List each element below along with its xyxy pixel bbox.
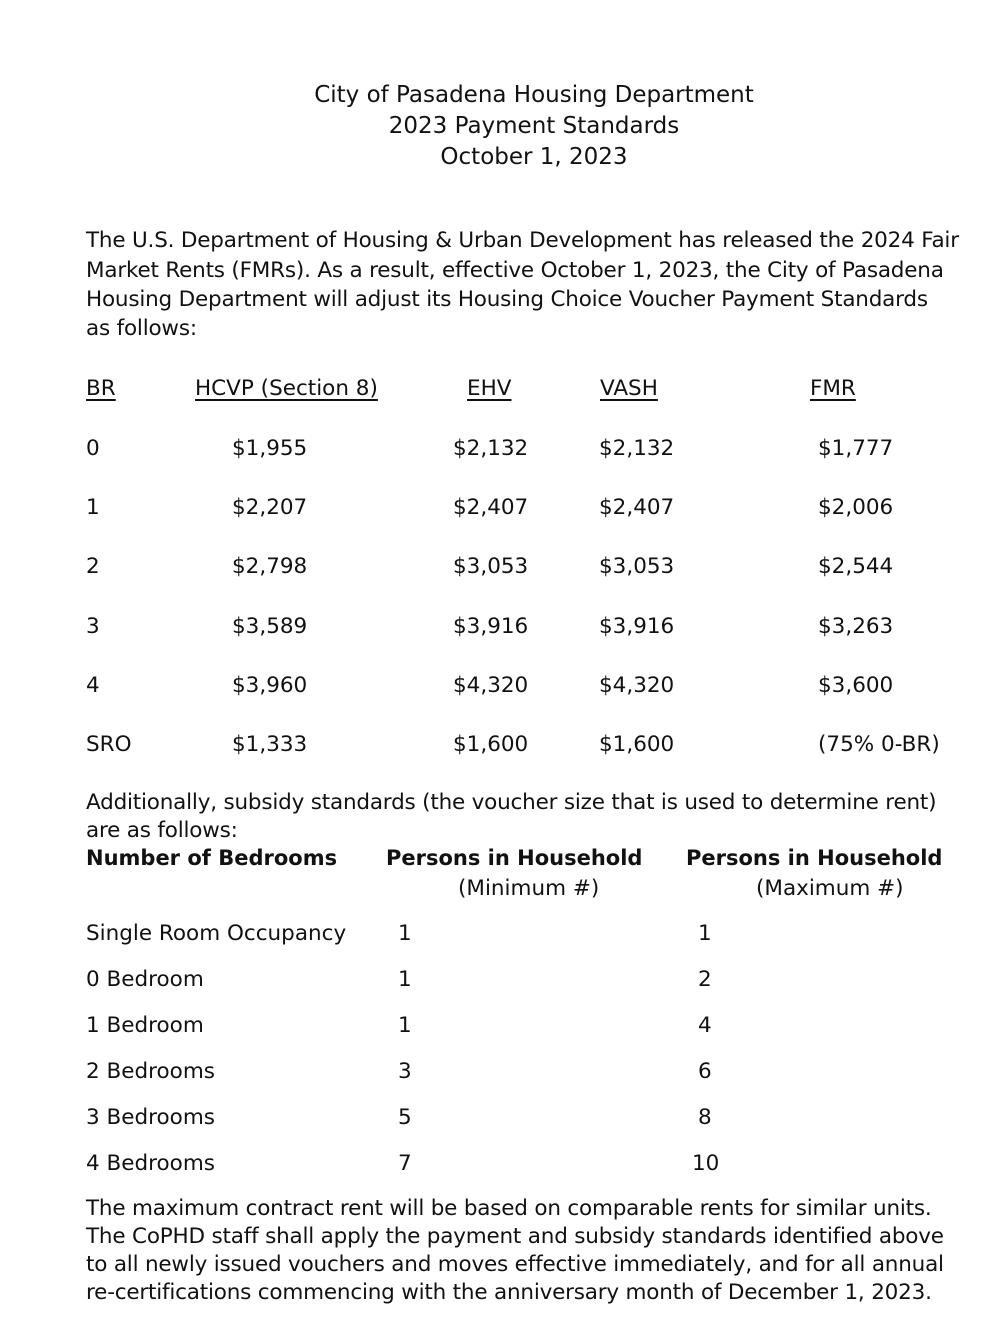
vash-cell: $2,407	[599, 495, 675, 520]
ehv-cell: $2,132	[453, 436, 529, 461]
bedroom-cell: 1 Bedroom	[86, 1013, 204, 1038]
bedroom-cell: 3 Bedrooms	[86, 1105, 215, 1130]
hcvp-cell: $2,798	[232, 554, 308, 579]
closing-line: The maximum contract rent will be based on comparable rents for similar units.	[86, 1196, 932, 1221]
subsidy-col-max: Persons in Household	[686, 846, 943, 870]
subsidy-col-bedrooms: Number of Bedrooms	[86, 846, 338, 870]
bedroom-cell: 4 Bedrooms	[86, 1151, 215, 1176]
closing-line: to all newly issued vouchers and moves effective immediately, and for all annual	[86, 1252, 944, 1277]
max-cell: 4	[698, 1013, 712, 1038]
subsidy-intro-line: Additionally, subsidy standards (the voucher size that is used to determine rent)	[86, 790, 937, 815]
bedroom-cell: 0 Bedroom	[86, 967, 204, 992]
max-cell: 8	[698, 1105, 712, 1130]
fmr-cell: $2,544	[818, 554, 894, 579]
col-header-fmr: FMR	[810, 376, 856, 401]
fmr-cell: $2,006	[818, 495, 894, 520]
closing-line: The CoPHD staff shall apply the payment and subsidy standards identified above	[86, 1224, 944, 1249]
vash-cell: $2,132	[599, 436, 675, 461]
max-cell: 2	[698, 967, 712, 992]
min-cell: 7	[398, 1151, 412, 1176]
br-cell: 1	[86, 495, 100, 520]
intro-line: Housing Department will adjust its Housing Choice Voucher Payment Standards	[86, 287, 928, 312]
vash-cell: $1,600	[599, 732, 675, 757]
vash-cell: $3,916	[599, 614, 675, 639]
br-cell: 3	[86, 614, 100, 639]
col-header-br: BR	[86, 376, 116, 401]
document-subtitle: 2023 Payment Standards	[388, 113, 680, 139]
min-cell: 1	[398, 921, 412, 946]
col-header-vash: VASH	[600, 376, 658, 401]
br-cell: 2	[86, 554, 100, 579]
vash-cell: $4,320	[599, 673, 675, 698]
hcvp-cell: $2,207	[232, 495, 308, 520]
fmr-cell: $3,600	[818, 673, 894, 698]
hcvp-cell: $1,955	[232, 436, 308, 461]
document-date: October 1, 2023	[440, 144, 628, 170]
max-cell: 10	[692, 1151, 720, 1176]
intro-line: The U.S. Department of Housing & Urban Development has released the 2024 Fair	[86, 228, 959, 253]
fmr-cell: (75% 0-BR)	[818, 732, 940, 757]
min-cell: 1	[398, 1013, 412, 1038]
min-cell: 1	[398, 967, 412, 992]
ehv-cell: $1,600	[453, 732, 529, 757]
br-cell: 0	[86, 436, 100, 461]
hcvp-cell: $1,333	[232, 732, 308, 757]
intro-line: as follows:	[86, 316, 197, 341]
ehv-cell: $2,407	[453, 495, 529, 520]
hcvp-cell: $3,589	[232, 614, 308, 639]
subsidy-col-min-sub: (Minimum #)	[458, 876, 600, 901]
min-cell: 3	[398, 1059, 412, 1084]
closing-line: re-certifications commencing with the anniversary month of December 1, 2023.	[86, 1280, 932, 1305]
bedroom-cell: 2 Bedrooms	[86, 1059, 215, 1084]
fmr-cell: $3,263	[818, 614, 894, 639]
subsidy-col-max-sub: (Maximum #)	[756, 876, 904, 901]
document-title: City of Pasadena Housing Department	[314, 82, 754, 108]
vash-cell: $3,053	[599, 554, 675, 579]
subsidy-intro-line: are as follows:	[86, 818, 238, 843]
max-cell: 6	[698, 1059, 712, 1084]
ehv-cell: $3,916	[453, 614, 529, 639]
col-header-ehv: EHV	[467, 376, 512, 401]
ehv-cell: $4,320	[453, 673, 529, 698]
ehv-cell: $3,053	[453, 554, 529, 579]
br-cell: SRO	[86, 732, 132, 757]
bedroom-cell: Single Room Occupancy	[86, 921, 347, 946]
intro-line: Market Rents (FMRs). As a result, effective October 1, 2023, the City of Pasadena	[86, 258, 944, 283]
fmr-cell: $1,777	[818, 436, 894, 461]
subsidy-col-min: Persons in Household	[386, 846, 643, 870]
max-cell: 1	[698, 921, 712, 946]
hcvp-cell: $3,960	[232, 673, 308, 698]
col-header-hcvp: HCVP (Section 8)	[195, 376, 378, 401]
br-cell: 4	[86, 673, 100, 698]
min-cell: 5	[398, 1105, 412, 1130]
